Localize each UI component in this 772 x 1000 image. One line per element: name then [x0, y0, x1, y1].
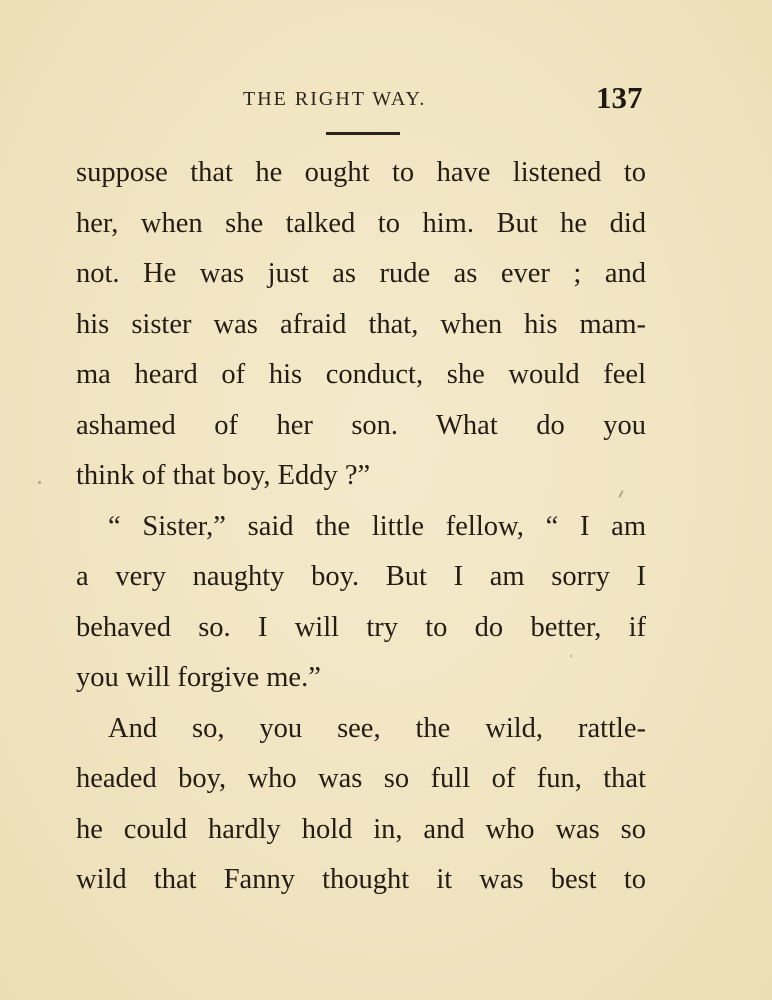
body-text [76, 148, 646, 906]
header-rule [326, 132, 400, 135]
text-line: his sister was afraid that, when his mam- [76, 308, 646, 340]
text-line: he could hardly hold in, and who was so [76, 813, 646, 845]
text-line: And so, you see, the wild, rattle- [108, 712, 646, 744]
text-line: you will forgive me.” [76, 662, 321, 693]
paper-speck [570, 655, 572, 657]
text-line: ma heard of his conduct, she would feel [76, 359, 646, 390]
running-head: THE RIGHT WAY. [243, 88, 427, 110]
page-number: 137 [596, 80, 643, 115]
text-line: “ Sister,” said the little fellow, “ I am [108, 510, 646, 542]
text-line: her, when she talked to him. But he did [76, 207, 646, 239]
text-line: headed boy, who was so full of fun, that [76, 763, 646, 794]
text-line: think of that boy, Eddy ?” [76, 460, 371, 491]
text-line: suppose that he ought to have listened to [76, 157, 646, 188]
text-line: behaved so. I will try to do better, if [76, 611, 646, 643]
text-line: not. He was just as rude as ever ; and [76, 258, 646, 289]
text-line: wild that Fanny thought it was best to [76, 864, 646, 895]
text-line: ashamed of her son. What do you [76, 409, 646, 441]
paper-speck [38, 481, 41, 484]
text-line: a very naughty boy. But I am sorry I [76, 561, 646, 592]
page-header [0, 80, 772, 120]
